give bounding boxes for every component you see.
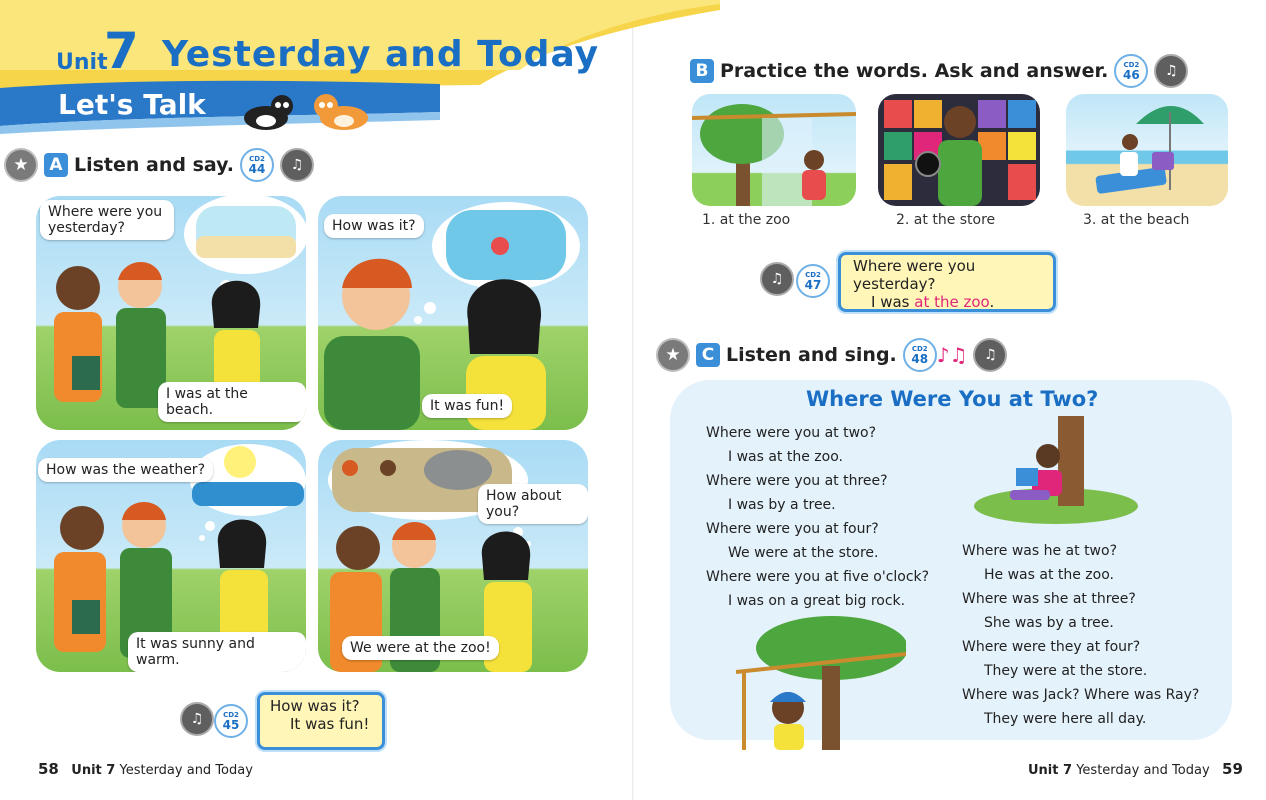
cd-track-badge[interactable] bbox=[214, 704, 248, 738]
page-number: 59 bbox=[1222, 760, 1243, 778]
speech-bubble: It was fun! bbox=[422, 394, 512, 418]
speaker-icon[interactable]: ♫ bbox=[280, 148, 314, 182]
song-line: They were here all day. bbox=[984, 711, 1147, 727]
star-icon: ★ bbox=[4, 148, 38, 182]
song-line: I was on a great big rock. bbox=[728, 593, 906, 609]
cd-label: CD2 bbox=[911, 344, 928, 353]
cd-track-badge[interactable] bbox=[240, 148, 274, 182]
song-line: Where was he at two? bbox=[962, 543, 1118, 559]
section-b-header bbox=[690, 54, 1188, 88]
picture-zoo bbox=[692, 94, 856, 206]
song-line: He was at the zoo. bbox=[984, 567, 1114, 583]
footer-right bbox=[1028, 760, 1243, 778]
section-title: Practice the words. Ask and answer. bbox=[720, 60, 1109, 82]
speech-bubble: Where were you yesterday? bbox=[40, 200, 174, 240]
song-line: Where was she at three? bbox=[962, 591, 1136, 607]
comic-panel-4 bbox=[318, 440, 588, 672]
section-a-header bbox=[4, 148, 314, 182]
cd-track: 48 bbox=[911, 351, 929, 366]
cd-track: 46 bbox=[1123, 67, 1140, 82]
section-title: Listen and say. bbox=[74, 154, 235, 176]
beach-illustration bbox=[1066, 94, 1228, 206]
comic-panel-2 bbox=[318, 196, 588, 430]
model-line: Where were you yesterday? bbox=[853, 257, 976, 293]
footer-title: Yesterday and Today bbox=[119, 763, 253, 778]
model-line: How was it? bbox=[270, 697, 360, 715]
speaker-icon[interactable]: ♫ bbox=[180, 702, 214, 736]
girl-reading-illustration bbox=[970, 414, 1140, 530]
speaker-icon[interactable]: ♫ bbox=[760, 262, 794, 296]
cd-label: CD2 bbox=[805, 270, 821, 279]
zoo-illustration bbox=[692, 94, 856, 206]
speech-bubble: We were at the zoo! bbox=[342, 636, 499, 660]
song-line: Where were they at four? bbox=[962, 639, 1141, 655]
picture-store bbox=[878, 94, 1040, 206]
footer-left bbox=[38, 760, 253, 778]
picture-caption: 3. at the beach bbox=[1083, 212, 1190, 228]
boy-at-zoo-illustration bbox=[736, 616, 906, 750]
model-text: . bbox=[989, 293, 995, 311]
lesson-title: Let's Talk bbox=[58, 88, 206, 121]
picture-caption: 2. at the store bbox=[896, 212, 996, 228]
speech-bubble: How was it? bbox=[324, 214, 424, 238]
song-title: Where Were You at Two? bbox=[806, 387, 1099, 411]
page-number: 58 bbox=[38, 760, 59, 778]
song-line: Where was Jack? Where was Ray? bbox=[962, 687, 1200, 703]
unit-number: 7 bbox=[104, 22, 139, 80]
cd-track-badge[interactable] bbox=[796, 264, 830, 298]
model-sentence-box bbox=[838, 252, 1056, 312]
music-notes-icon: ♪♫ bbox=[936, 343, 968, 367]
model-line: It was fun! bbox=[290, 715, 370, 733]
speech-bubble: How about you? bbox=[478, 484, 588, 524]
picture-beach bbox=[1066, 94, 1228, 206]
cats-illustration bbox=[226, 88, 376, 134]
store-illustration bbox=[878, 94, 1040, 206]
comic-panel-3 bbox=[36, 440, 306, 672]
footer-unit: Unit 7 bbox=[1028, 763, 1073, 778]
footer-unit: Unit 7 bbox=[71, 763, 116, 778]
speech-bubble: How was the weather? bbox=[38, 458, 213, 482]
song-verse-1 bbox=[706, 421, 929, 613]
section-letter: C bbox=[696, 343, 720, 367]
picture-caption: 1. at the zoo bbox=[702, 212, 791, 228]
model-text: I was bbox=[871, 293, 915, 311]
cd-track-badge[interactable] bbox=[903, 338, 937, 372]
cd-label: CD2 bbox=[249, 154, 265, 163]
highlighted-phrase: at the zoo bbox=[914, 293, 990, 311]
cd-track: 45 bbox=[222, 717, 240, 732]
cd-track: 47 bbox=[804, 277, 822, 292]
model-sentence-box bbox=[257, 692, 385, 750]
unit-title: Yesterday and Today bbox=[162, 34, 600, 75]
footer-title: Yesterday and Today bbox=[1076, 763, 1210, 778]
speech-bubble: It was sunny and warm. bbox=[128, 632, 306, 672]
model-line-2 bbox=[853, 293, 1053, 311]
section-letter: A bbox=[44, 153, 68, 177]
song-line: Where were you at five o'clock? bbox=[706, 569, 930, 585]
cd-label: CD2 bbox=[223, 710, 239, 719]
cd-track: 44 bbox=[248, 161, 266, 176]
song-line: She was by a tree. bbox=[984, 615, 1114, 631]
song-verse-2 bbox=[962, 539, 1199, 731]
song-line: Where were you at three? bbox=[706, 473, 888, 489]
comic-panel-1 bbox=[36, 196, 306, 430]
star-icon: ★ bbox=[656, 338, 690, 372]
song-line: Where were you at two? bbox=[706, 425, 877, 441]
section-c-header bbox=[656, 338, 1007, 372]
speaker-icon[interactable]: ♫ bbox=[973, 338, 1007, 372]
song-line: I was at the zoo. bbox=[728, 449, 843, 465]
section-title: Listen and sing. bbox=[726, 344, 897, 366]
speech-bubble: I was at the beach. bbox=[158, 382, 306, 422]
section-letter: B bbox=[690, 59, 714, 83]
song-line: We were at the store. bbox=[728, 545, 879, 561]
song-line: They were at the store. bbox=[984, 663, 1148, 679]
speaker-icon[interactable]: ♫ bbox=[1154, 54, 1188, 88]
unit-label: Unit bbox=[56, 50, 108, 75]
cd-track-badge[interactable] bbox=[1114, 54, 1148, 88]
song-line: Where were you at four? bbox=[706, 521, 879, 537]
cd-label: CD2 bbox=[1123, 60, 1140, 69]
song-line: I was by a tree. bbox=[728, 497, 836, 513]
